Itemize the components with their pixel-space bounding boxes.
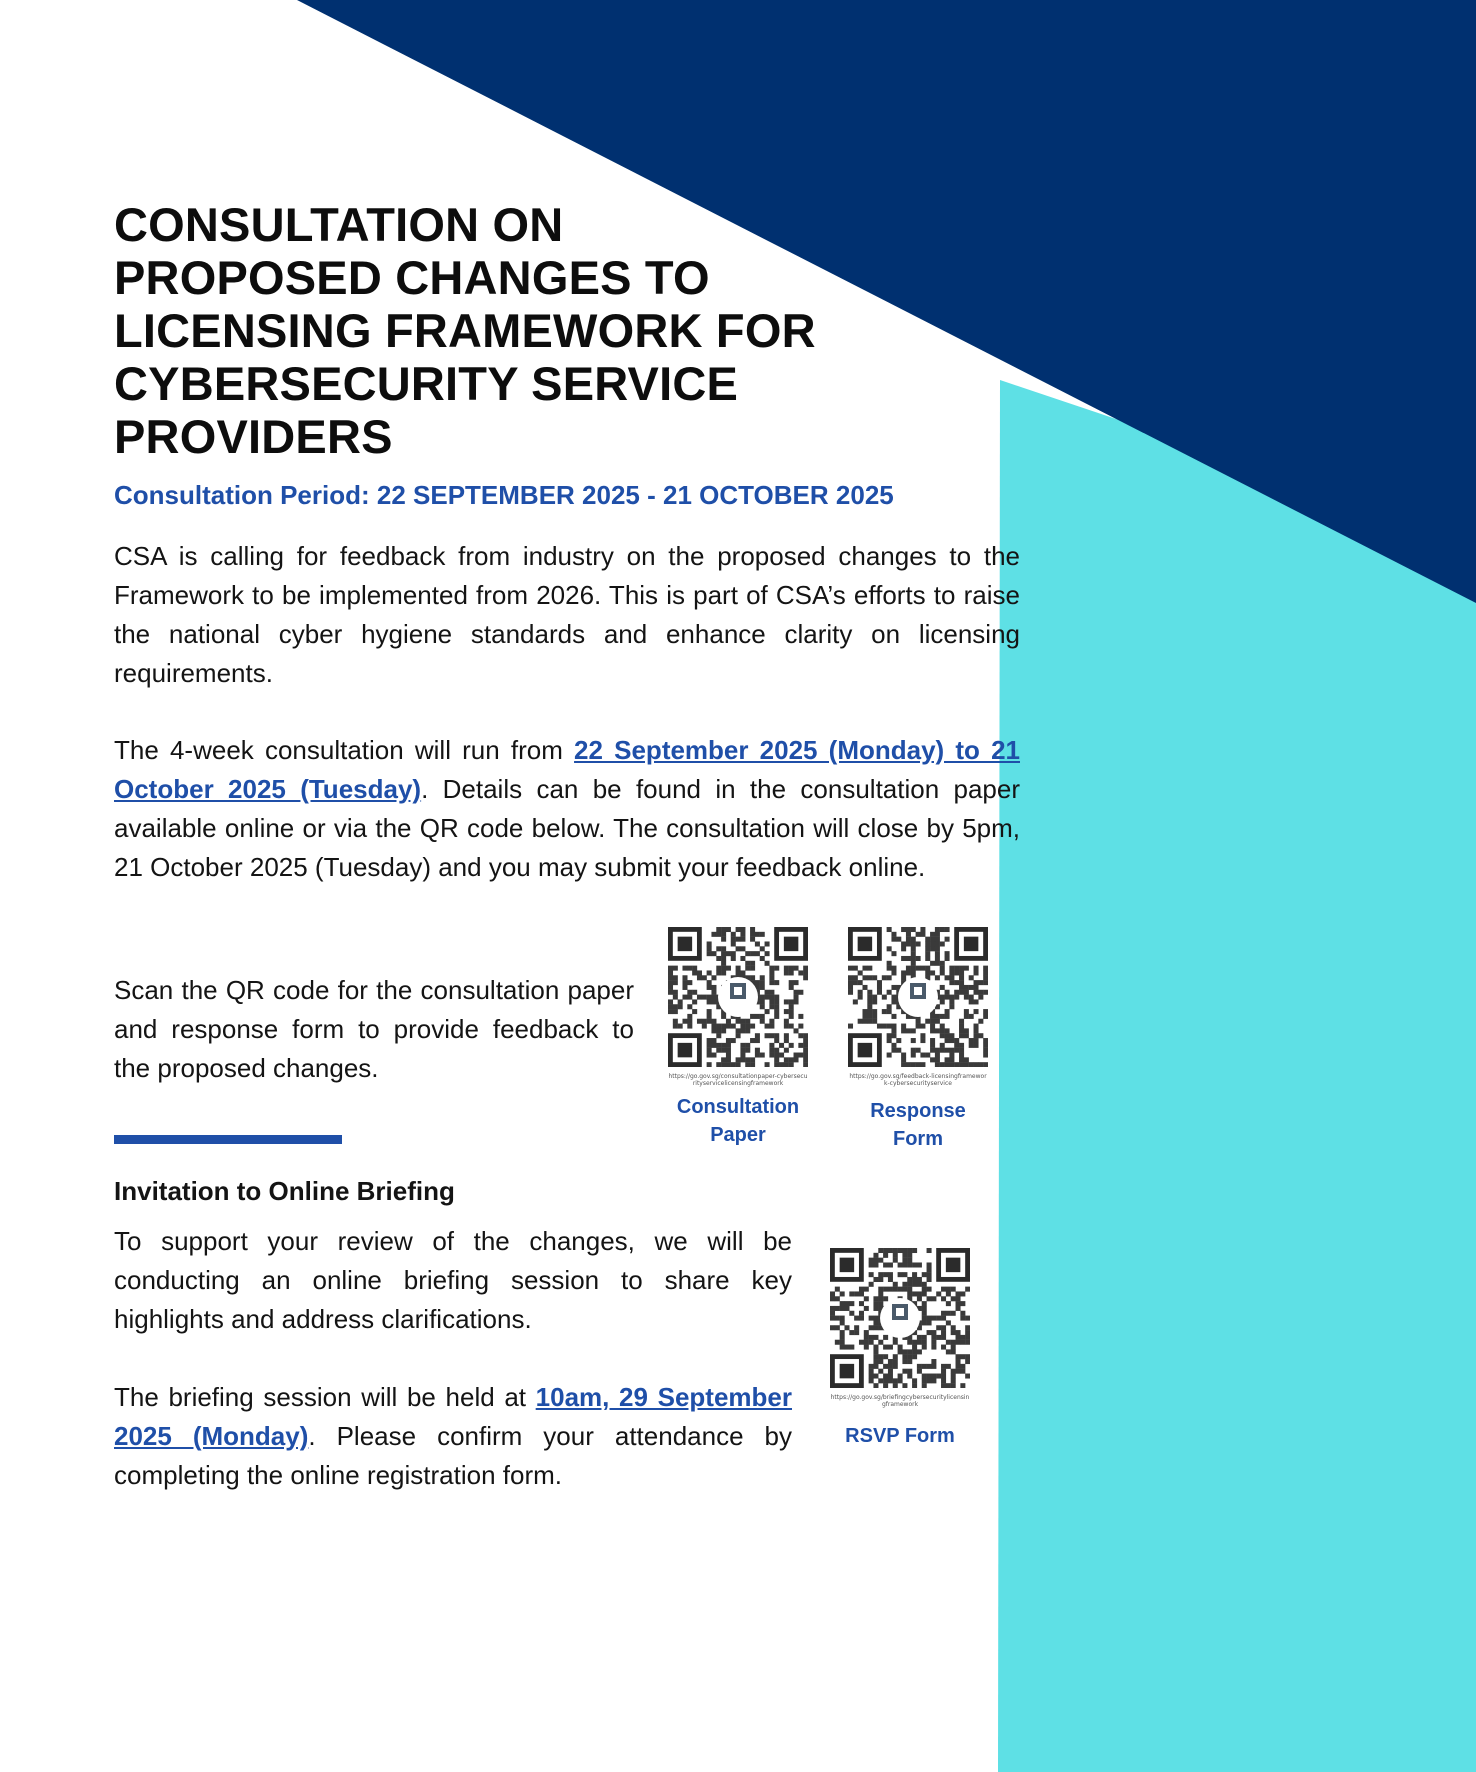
page-title <box>114 198 874 463</box>
qr-rsvp-form[interactable] <box>830 1248 970 1450</box>
title-line: LICENSING FRAMEWORK FOR <box>114 304 816 357</box>
briefing-time-paragraph <box>114 1378 792 1495</box>
consultation-text-before: The 4-week consultation will run from <box>114 735 575 765</box>
qr-label: RSVP Form <box>845 1425 955 1447</box>
qr-code-icon <box>848 927 988 1067</box>
briefing-text-after: . Please confirm your attendance by completing the online registration form. <box>114 1421 792 1490</box>
qr-response-form[interactable] <box>848 927 988 1153</box>
qr-label: Response Form <box>870 1100 966 1150</box>
qr-code-icon <box>668 927 808 1067</box>
intro-paragraph: CSA is calling for feedback from industry on the proposed changes to the Framework to be implemented from 2026. This is part of CSA’s efforts to raise the national cyber hygiene standards and enhance clarity on licensing requirements. <box>114 541 1020 688</box>
consultation-dates-link[interactable]: 22 September 2025 (Monday) to 21 October 2025 (Tuesday) <box>114 735 1020 804</box>
section-divider <box>114 1135 342 1144</box>
scan-paragraph: Scan the QR code for the consultation paper and response form to provide feedback to the proposed changes. <box>114 975 634 1083</box>
qr-url: https://go.gov.sg/consultationpaper-cybersecurityservicelicensingframework <box>668 1073 808 1087</box>
briefing-time-link[interactable]: 10am, 29 September 2025 (Monday) <box>114 1382 792 1451</box>
title-line: CONSULTATION ON <box>114 198 564 251</box>
title-line: CYBERSECURITY SERVICE <box>114 357 739 410</box>
title-line: PROVIDERS <box>114 410 393 463</box>
qr-url: https://go.gov.sg/feedback-licensingframework-cybersecurityservice <box>849 1073 987 1087</box>
consultation-paragraph <box>114 731 1020 887</box>
qr-url: https://go.gov.sg/briefingcybersecuritylicensingframework <box>830 1394 970 1408</box>
briefing-heading: Invitation to Online Briefing <box>114 1176 455 1206</box>
consultation-period: Consultation Period: 22 SEPTEMBER 2025 - 21 OCTOBER 2025 <box>114 480 894 510</box>
briefing-paragraph: To support your review of the changes, we will be conducting an online briefing session to share key highlights and address clarifications. <box>114 1226 792 1334</box>
consultation-text-after: . Details can be found in the consultation paper available online or via the QR code below. The consultation will close by 5pm, 21 October 2025 (Tuesday) and you may submit your feedback online. <box>114 774 1021 882</box>
qr-consultation-paper[interactable] <box>668 927 808 1149</box>
qr-label: Consultation Paper <box>676 1096 800 1146</box>
briefing-text-before: The briefing session will be held at <box>114 1382 536 1412</box>
qr-code-icon <box>830 1248 970 1388</box>
title-line: PROPOSED CHANGES TO <box>114 251 710 304</box>
